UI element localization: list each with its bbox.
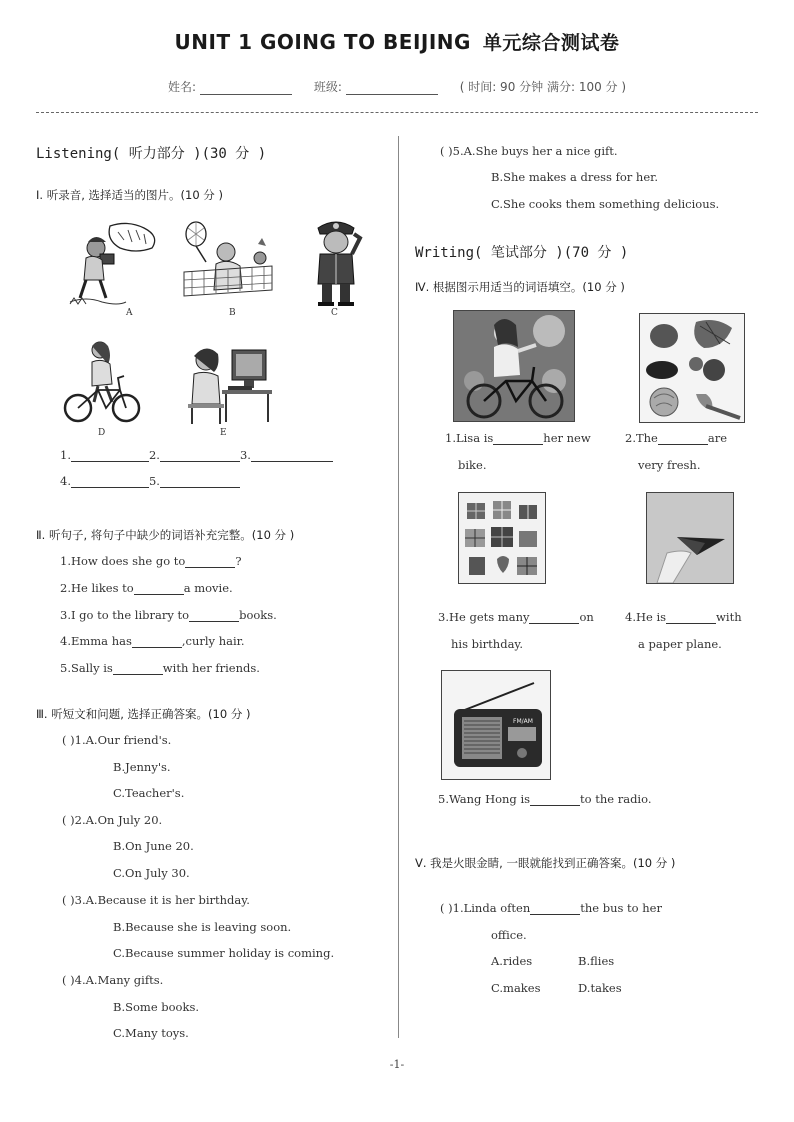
- answer-row-2: [60, 474, 240, 488]
- fill-3-line1: [438, 610, 594, 624]
- question-number: 2.: [74, 813, 86, 827]
- answer-paren[interactable]: ( ): [62, 733, 75, 747]
- picture-a-boy-camera: [66, 218, 166, 308]
- choice-option-d: D.takes: [578, 981, 622, 995]
- fill-3-pre: 3.He gets many: [438, 610, 530, 624]
- answer-blank-4[interactable]: [71, 475, 149, 488]
- option-a: A.She buys her a nice gift.: [463, 144, 618, 158]
- choice-question-post: the bus to her: [580, 901, 662, 915]
- choice-option-a: A.rides: [491, 954, 533, 968]
- sentence-2-blank[interactable]: [134, 582, 184, 595]
- fill-5: [438, 792, 652, 806]
- fill-4-blank[interactable]: [666, 611, 716, 624]
- answer-row-1: [60, 448, 333, 462]
- fill-4-post: with: [716, 610, 742, 624]
- answer-paren[interactable]: ( ): [62, 813, 75, 827]
- fill-4-pre: 4.He is: [625, 610, 667, 624]
- picture-e-girl-computer: [178, 342, 274, 426]
- option-c: C.She cooks them something delicious.: [491, 197, 720, 211]
- fill-2-line1: [625, 431, 727, 445]
- page-number: -1-: [389, 1058, 405, 1071]
- listening-title: Listening( 听力部分 )(30 分 ): [36, 146, 267, 162]
- radio-band-label: FM/AM: [513, 718, 533, 725]
- fill-2-post: are: [707, 431, 728, 445]
- fill-4-line2: a paper plane.: [638, 637, 722, 651]
- fill-1-blank[interactable]: [493, 432, 543, 445]
- option-b: B.Because she is leaving soon.: [113, 920, 292, 934]
- answer-label-4: 4.: [60, 474, 71, 488]
- answer-blank-2[interactable]: [160, 449, 240, 462]
- sentence-5: [60, 661, 260, 675]
- sentence-2: [60, 581, 233, 595]
- choice-option-b: B.flies: [578, 954, 615, 968]
- question-4: [62, 973, 163, 987]
- fill-3-line2: his birthday.: [451, 637, 524, 651]
- option-c: C.Because summer holiday is coming.: [113, 946, 335, 960]
- sentence-4-blank[interactable]: [132, 635, 182, 648]
- image-vegetables: [639, 313, 745, 423]
- section3-title: Ⅲ. 听短文和问题, 选择正确答案。(10 分 ): [36, 707, 251, 721]
- fill-5-blank[interactable]: [530, 793, 580, 806]
- section5-title: Ⅴ. 我是火眼金睛, 一眼就能找到正确答案。(10 分 ): [415, 856, 676, 870]
- answer-label-3: 3.: [239, 448, 251, 462]
- picture-b-girl-badminton: [178, 218, 278, 308]
- sentence-3-post: books.: [239, 608, 277, 622]
- exam-meta: ( 时间: 90 分钟 满分: 100 分 ): [459, 80, 627, 94]
- answer-paren[interactable]: ( ): [62, 893, 75, 907]
- answer-paren[interactable]: ( ): [440, 144, 453, 158]
- option-b: B.On June 20.: [113, 839, 194, 853]
- fill-3-post: on: [579, 610, 594, 624]
- header-divider: [36, 112, 758, 113]
- option-c: C.Teacher's.: [113, 786, 185, 800]
- option-c: C.On July 30.: [113, 866, 190, 880]
- fill-1-pre: 1.Lisa is: [445, 431, 494, 445]
- question-2: [62, 813, 162, 827]
- fill-2-blank[interactable]: [658, 432, 708, 445]
- question-number: 1.: [74, 733, 86, 747]
- fill-3-blank[interactable]: [529, 611, 579, 624]
- fill-5-pre: 5.Wang Hong is: [438, 792, 531, 806]
- sentence-4-post: ,curly hair.: [181, 634, 245, 648]
- fill-4-line1: [625, 610, 742, 624]
- option-b: B.Some books.: [113, 1000, 200, 1014]
- name-label: 姓名:: [167, 80, 196, 94]
- picture-a-caption: A: [126, 308, 133, 318]
- answer-label-1: 1.: [60, 448, 71, 462]
- image-gifts: [458, 492, 546, 584]
- sentence-1-post: ?: [235, 554, 242, 568]
- sentence-5-blank[interactable]: [113, 662, 163, 675]
- sentence-2-pre: 2.He likes to: [60, 581, 134, 595]
- fill-2-pre: 2.The: [625, 431, 658, 445]
- class-label: 班级:: [313, 80, 342, 94]
- answer-blank-3[interactable]: [251, 449, 333, 462]
- choice-option-c: C.makes: [491, 981, 541, 995]
- answer-blank-1[interactable]: [71, 449, 149, 462]
- sentence-4-pre: 4.Emma has: [60, 634, 132, 648]
- choice-question-pre: 1.Linda often: [452, 901, 531, 915]
- writing-title: Writing( 笔试部分 )(70 分 ): [415, 245, 629, 261]
- sentence-1-blank[interactable]: [185, 555, 235, 568]
- student-info: [0, 78, 794, 95]
- class-field[interactable]: [346, 82, 438, 95]
- fill-2-line2: very fresh.: [638, 458, 701, 472]
- question-number: 5.: [452, 144, 464, 158]
- exam-title: [0, 28, 794, 55]
- picture-e-caption: E: [220, 428, 227, 438]
- answer-paren[interactable]: ( ): [440, 901, 453, 915]
- option-c: C.Many toys.: [113, 1026, 189, 1040]
- picture-d-girl-bike: [62, 338, 142, 426]
- question-5: [440, 144, 618, 158]
- title-english: UNIT 1 GOING TO BEIJING: [174, 30, 471, 54]
- choice-question-1: [440, 901, 662, 915]
- picture-b-caption: B: [229, 308, 236, 318]
- sentence-5-post: with her friends.: [162, 661, 260, 675]
- sentence-2-post: a movie.: [183, 581, 233, 595]
- choice-question-blank[interactable]: [530, 902, 580, 915]
- picture-c-caption: C: [331, 308, 338, 318]
- sentence-3-blank[interactable]: [189, 609, 239, 622]
- sentence-1: [60, 554, 242, 568]
- name-field[interactable]: [200, 82, 292, 95]
- option-a: A.Our friend's.: [85, 733, 172, 747]
- sentence-5-pre: 5.Sally is: [60, 661, 113, 675]
- image-girl-bike: [453, 310, 575, 422]
- question-1: [62, 733, 171, 747]
- section2-title: Ⅱ. 听句子, 将句子中缺少的词语补充完整。(10 分 ): [36, 528, 295, 542]
- sentence-4: [60, 634, 245, 648]
- answer-label-5: 5.: [148, 474, 160, 488]
- picture-c-policeman: [308, 218, 364, 308]
- image-paper-plane: [646, 492, 734, 584]
- sentence-3-pre: 3.I go to the library to: [60, 608, 190, 622]
- answer-paren[interactable]: ( ): [62, 973, 75, 987]
- column-divider: [398, 136, 399, 1038]
- title-chinese: 单元综合测试卷: [482, 32, 620, 54]
- fill-1-line2: bike.: [458, 458, 487, 472]
- answer-blank-5[interactable]: [160, 475, 240, 488]
- section1-title: Ⅰ. 听录音, 选择适当的图片。(10 分 ): [36, 188, 223, 202]
- fill-1-post: her new: [543, 431, 591, 445]
- option-a: A.Because it is her birthday.: [85, 893, 250, 907]
- choice-question-1-line2: office.: [491, 928, 527, 942]
- option-a: A.Many gifts.: [85, 973, 164, 987]
- option-a: A.On July 20.: [85, 813, 163, 827]
- answer-label-2: 2.: [148, 448, 160, 462]
- option-b: B.She makes a dress for her.: [491, 170, 659, 184]
- image-radio: [441, 670, 551, 780]
- section4-title: Ⅳ. 根据图示用适当的词语填空。(10 分 ): [415, 280, 625, 294]
- picture-d-caption: D: [98, 428, 106, 438]
- sentence-1-pre: 1.How does she go to: [60, 554, 186, 568]
- question-number: 4.: [74, 973, 86, 987]
- question-number: 3.: [74, 893, 86, 907]
- fill-1-line1: [445, 431, 591, 445]
- fill-5-post: to the radio.: [580, 792, 652, 806]
- question-3: [62, 893, 250, 907]
- option-b: B.Jenny's.: [113, 760, 171, 774]
- sentence-3: [60, 608, 277, 622]
